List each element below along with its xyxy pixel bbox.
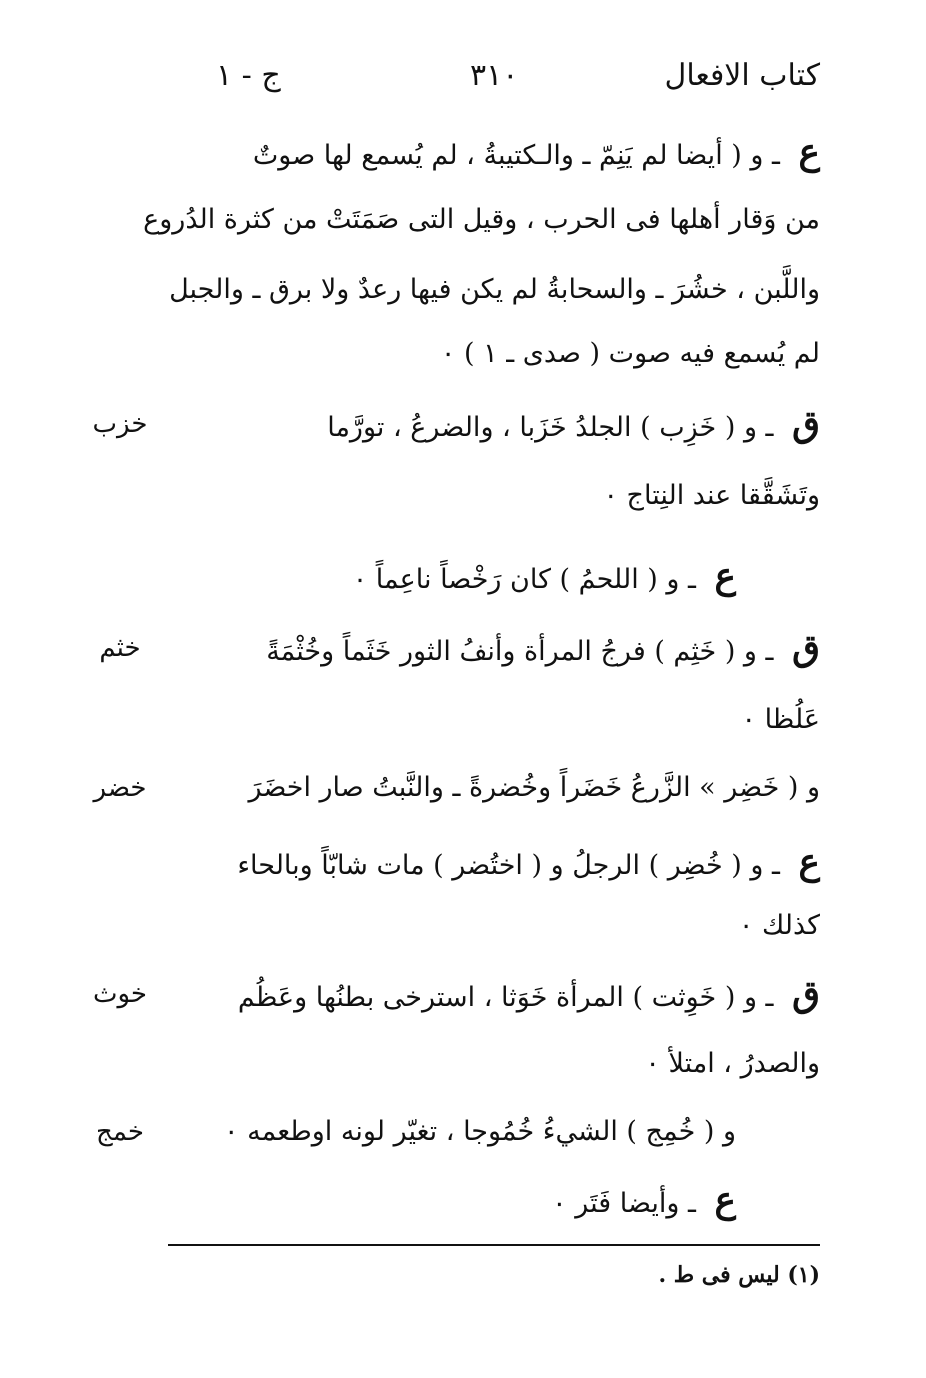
text-line-3 xyxy=(169,270,820,310)
text-line-1 xyxy=(180,132,820,172)
text-line-14 xyxy=(180,1044,820,1084)
line-text: من وَقار أهلها فى الحرب ، وقيل التى صَمَتَتْ من كثرة الدُروع xyxy=(143,204,820,235)
line-text: ـ و ( خَزِب ) الجلدُ خَزَبا ، والضرعُ ، تورَّما xyxy=(327,412,783,443)
text-line-13 xyxy=(180,974,820,1014)
footnote: (١) ليس فى ط . xyxy=(658,1262,820,1288)
text-line-16 xyxy=(180,1180,736,1220)
root-word-khatham: خثم xyxy=(99,633,141,663)
line-text: ـ و ( خَوِثت ) المرأة خَوَثا ، استرخى بطنُها وعَظُم xyxy=(237,982,783,1013)
text-line-2 xyxy=(143,200,820,240)
text-line-12 xyxy=(180,906,820,946)
line-text: كذلك ٠ xyxy=(738,910,820,941)
footnote-divider xyxy=(168,1244,820,1246)
line-text: ـ و ( اللحمُ ) كان رَخْصاً ناعِماً ٠ xyxy=(352,564,705,595)
book-title: كتاب الافعال xyxy=(664,58,820,93)
line-text: ـ و ( خَثِم ) فرجُ المرأة وأنفُ الثور خَثَماً وخُثْمَةً xyxy=(266,636,783,667)
entry-marker: ق xyxy=(792,627,820,669)
entry-marker: ق xyxy=(792,973,820,1015)
root-word-khawith: خوث xyxy=(93,979,147,1009)
entry-marker: ق xyxy=(792,403,820,445)
text-line-6 xyxy=(180,476,820,516)
line-text: ـ و ( خُضِر ) الرجلُ و ( اختُضر ) مات شابّاً وبالحاء xyxy=(237,850,789,881)
entry-marker: ع xyxy=(714,555,736,597)
text-line-11 xyxy=(180,842,820,882)
line-text: وتَشَقَّقا عند النِتاج ٠ xyxy=(603,480,820,511)
text-line-7 xyxy=(180,556,736,596)
text-line-10 xyxy=(180,768,820,808)
entry-marker: ع xyxy=(798,841,820,883)
text-line-5 xyxy=(180,404,820,444)
line-text: ـ و ( أيضا لم يَنِمّ ـ والـكتيبةُ ، لم يُسمع لها صوتٌ xyxy=(252,140,789,171)
line-text: لم يُسمع فيه صوت ( صدى ـ ١ ) ٠ xyxy=(440,338,820,369)
entry-marker: ع xyxy=(798,131,820,173)
page-number: ٣١٠ xyxy=(470,58,519,93)
line-text: ـ وأيضا فَتَر ٠ xyxy=(552,1188,705,1219)
text-line-15 xyxy=(180,1112,736,1152)
line-text: والصدرُ ، امتلأ ٠ xyxy=(645,1048,820,1079)
page-header xyxy=(180,58,820,108)
volume-label: ج - ١ xyxy=(216,58,281,93)
line-text: عَلُظا ٠ xyxy=(741,704,820,735)
entry-marker: ع xyxy=(714,1179,736,1221)
line-text: و ( خَضِر » الزَّرعُ خَضَراً وخُضرةً ـ والنَّبتُ صار اخضَرَ xyxy=(248,772,820,803)
text-line-4 xyxy=(180,334,820,374)
line-text: واللَّبن ، خشُرَ ـ والسحابةُ لم يكن فيها رعدٌ ولا برق ـ والجبل xyxy=(169,274,820,305)
text-line-8 xyxy=(180,628,820,668)
text-line-9 xyxy=(180,700,820,740)
root-word-khazib: خزب xyxy=(92,409,148,439)
line-text: و ( خُمِج ) الشيءُ خُمُوجا ، تغيّر لونه اوطعمه ٠ xyxy=(224,1116,736,1147)
root-word-khadir: خضر xyxy=(93,773,147,803)
root-word-khamij: خمج xyxy=(96,1117,144,1147)
